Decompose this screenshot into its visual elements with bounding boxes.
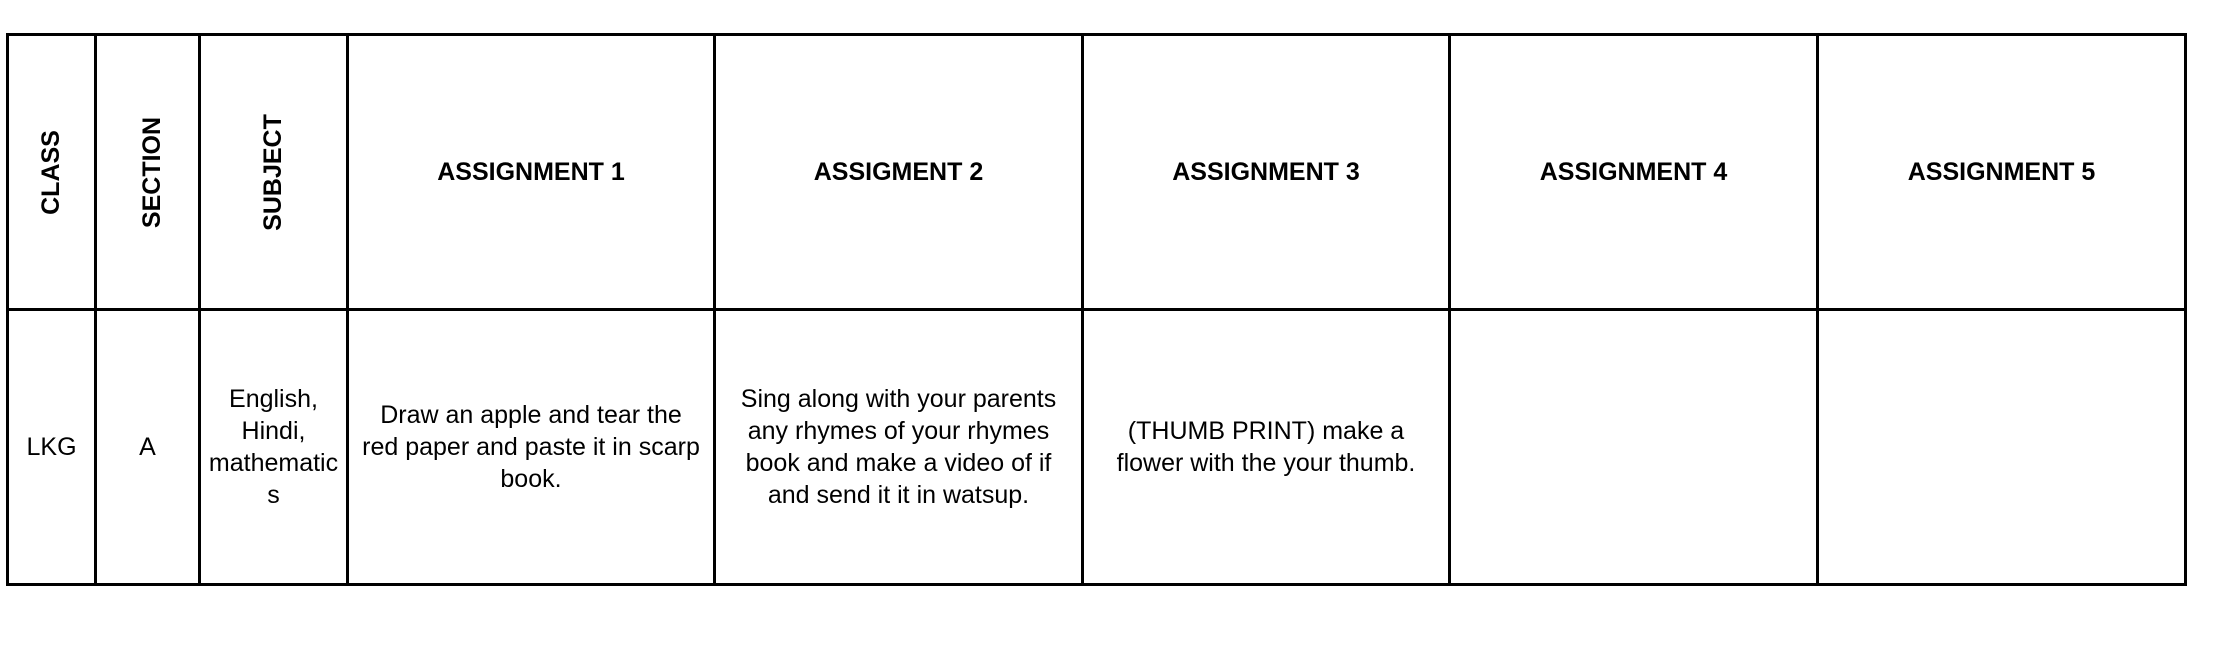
header-assignment-2: ASSIGMENT 2 [715, 35, 1083, 310]
cell-assignment-3 [1083, 310, 1450, 585]
cell-assignment-4 [1450, 310, 1818, 585]
header-assignment-3: ASSIGNMENT 3 [1083, 35, 1450, 310]
table-row [8, 310, 2186, 585]
cell-assignment-5 [1818, 310, 2186, 585]
cell-assignment-1 [348, 310, 715, 585]
cell-assignment-3-text: (THUMB PRINT) make a flower with the your thumb. [1116, 417, 1416, 477]
header-subject: SUBJECT [259, 113, 287, 231]
cell-class-text: LKG [26, 433, 77, 461]
cell-assignment-2-text: Sing along with your parents any rhymes of your rhymes book and make a video of if and send it it in watsup. [740, 385, 1057, 509]
header-class: CLASS [36, 129, 65, 215]
header-assignment-1: ASSIGNMENT 1 [348, 35, 715, 310]
header-assignment-4: ASSIGNMENT 4 [1450, 35, 1818, 310]
cell-class [8, 310, 96, 585]
cell-section [96, 310, 200, 585]
cell-section-text: A [139, 433, 156, 461]
assignment-table [6, 33, 2187, 586]
header-section-cell [96, 35, 200, 310]
header-class-cell [8, 35, 96, 310]
header-row [8, 35, 2186, 310]
cell-subject [200, 310, 348, 585]
cell-assignment-1-text: Draw an apple and tear the red paper and paste it in scarp book. [362, 401, 700, 493]
cell-assignment-2 [715, 310, 1083, 585]
header-assignment-5: ASSIGNMENT 5 [1818, 35, 2186, 310]
cell-subject-text: English, Hindi, mathematic s [208, 385, 339, 509]
header-subject-cell [200, 35, 348, 310]
header-section: SECTION [138, 116, 167, 228]
